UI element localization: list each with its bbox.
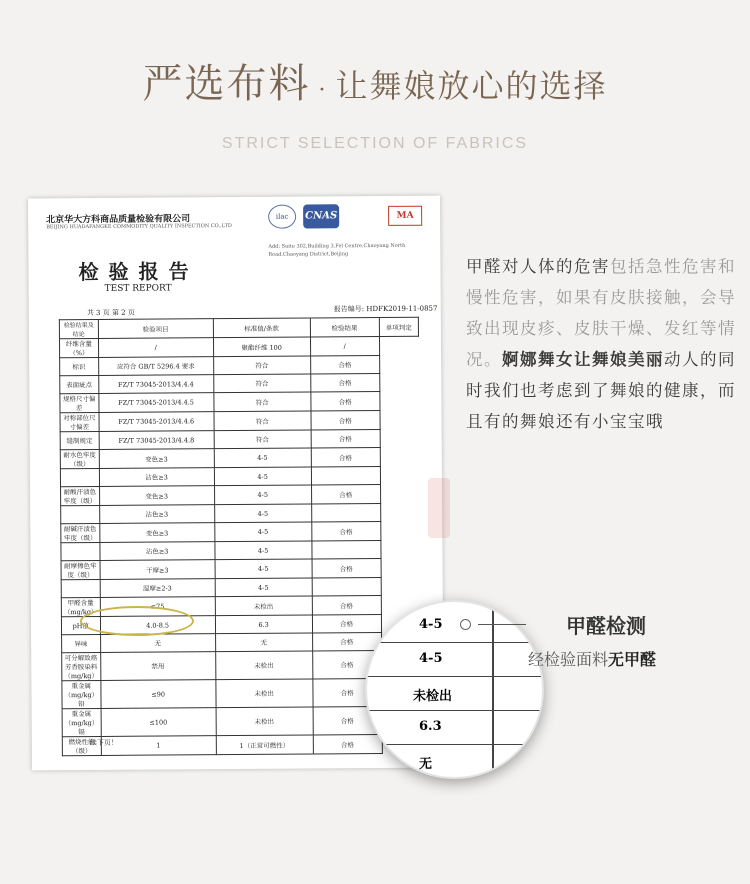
callout-sub-bold: 无甲醛 bbox=[608, 650, 657, 669]
table-cell: 4.0-8.5 bbox=[100, 616, 215, 635]
callout-line bbox=[478, 624, 526, 625]
table-cell: ≤75 bbox=[100, 597, 215, 617]
table-header-cell: 单项判定 bbox=[379, 317, 419, 336]
table-cell: 4-5 bbox=[215, 559, 312, 579]
table-cell: 符合 bbox=[214, 411, 311, 431]
table-cell: pH值 bbox=[61, 616, 100, 634]
lens-row bbox=[367, 676, 542, 711]
formaldehyde-highlight-ellipse bbox=[80, 606, 194, 636]
table-cell: 合格 bbox=[310, 373, 379, 391]
table-cell: 合格 bbox=[312, 614, 381, 632]
table-cell: 湿摩≥2-3 bbox=[100, 579, 215, 598]
table-row bbox=[60, 410, 419, 432]
title-separator: · bbox=[318, 78, 328, 103]
page-title bbox=[0, 52, 750, 109]
table-cell: 未检出 bbox=[216, 707, 313, 736]
report-page: 共 3 页 第 2 页 bbox=[86, 308, 135, 318]
table-cell: 异味 bbox=[62, 634, 101, 652]
report-title: 检验报告 bbox=[78, 259, 199, 285]
table-cell: 缝制规定 bbox=[60, 431, 99, 449]
report-title-en: TEST REPORT bbox=[104, 283, 172, 294]
table-cell: 合格 bbox=[313, 706, 382, 734]
desc-dark-text: 甲醛对人体的危害 bbox=[466, 257, 610, 276]
table-cell: 对称部位尺寸偏差 bbox=[60, 412, 99, 431]
table-cell: 聚酯纤维 100 bbox=[213, 337, 310, 357]
title-main: 严选布料 bbox=[142, 61, 311, 107]
desc-light-text: 包括急性危害和慢性危害，如果有皮肤接触，会导致出现皮疹、皮肤干燥、发红等情况。 bbox=[466, 257, 736, 369]
table-cell: 1 bbox=[101, 736, 216, 756]
report-footer: 续下页！ bbox=[89, 738, 118, 748]
table-cell: 耐水色牢度（级） bbox=[60, 449, 99, 468]
table-cell: 合格 bbox=[311, 484, 380, 503]
table-cell bbox=[60, 468, 99, 486]
table-cell: 未检出 bbox=[215, 651, 312, 680]
callout-sub-prefix: 经检验面料 bbox=[528, 650, 609, 669]
report-number: 报告编号: HDFK2019-11-0857 bbox=[333, 304, 438, 314]
table-cell: 4-5 bbox=[214, 467, 311, 486]
table-row bbox=[60, 391, 419, 413]
table-cell: 符合 bbox=[214, 430, 311, 449]
ma-logo: MA bbox=[388, 206, 422, 226]
table-cell: 4-5 bbox=[214, 522, 311, 542]
magnifier-lens bbox=[365, 600, 544, 779]
desc-dark-text-2: 动人的同时我们也考虑到了舞娘的健康，而且有的舞娘还有小宝宝哦 bbox=[466, 350, 736, 431]
page-subtitle: STRICT SELECTION OF FABRICS bbox=[221, 135, 529, 152]
table-cell: 变色≥3 bbox=[99, 486, 214, 506]
lens-row bbox=[367, 608, 542, 643]
desc-bold-text: 婀娜舞女让舞娘美丽 bbox=[502, 350, 664, 369]
table-cell: 重金属（mg/kg） 镉 bbox=[62, 708, 101, 736]
table-cell bbox=[311, 503, 380, 521]
table-row bbox=[61, 521, 420, 543]
table-cell bbox=[312, 540, 381, 558]
table-cell: 1（正常可燃性） bbox=[216, 735, 313, 755]
table-cell: / bbox=[98, 338, 213, 358]
table-cell bbox=[311, 466, 380, 484]
table-row bbox=[59, 336, 418, 358]
table-cell: 变色≥3 bbox=[99, 523, 214, 543]
table-cell: 干摩≥3 bbox=[100, 560, 215, 580]
lens-value: 6.3 bbox=[419, 719, 442, 734]
report-institution: 北京华大方科商品质量检验有限公司 bbox=[46, 214, 191, 226]
table-cell: FZ/T 73045-2013/4.4.6 bbox=[99, 412, 214, 432]
table-cell: FZ/T 73045-2013/4.4.4 bbox=[98, 375, 213, 394]
section-label-cell: 检验结果及结论 bbox=[59, 319, 98, 338]
table-header-cell: 标准值/条款 bbox=[213, 318, 310, 338]
table-cell: 4-5 bbox=[215, 578, 312, 597]
table-cell: 合格 bbox=[310, 355, 379, 373]
table-cell: 无 bbox=[100, 634, 215, 653]
lens-value: 4-5 bbox=[419, 617, 443, 632]
table-cell: 合格 bbox=[312, 650, 381, 678]
lens-value: 4-5 bbox=[419, 651, 443, 666]
table-cell: 耐碱汗渍色牢度（级） bbox=[61, 523, 100, 542]
table-header-cell: 检验结果 bbox=[310, 317, 379, 336]
table-cell: 耐酸汗渍色牢度（级） bbox=[61, 486, 100, 505]
table-cell: 符合 bbox=[213, 392, 310, 412]
table-cell: 合格 bbox=[311, 410, 380, 429]
table-cell: 可分解致癌芳香胺染料（mg/kg） bbox=[62, 652, 101, 680]
table-cell: 4-5 bbox=[214, 448, 311, 468]
lens-row bbox=[367, 744, 542, 778]
table-cell: 禁用 bbox=[100, 652, 215, 681]
table-cell: 标识 bbox=[60, 357, 99, 375]
table-cell: 合格 bbox=[311, 429, 380, 447]
table-cell: 合格 bbox=[310, 391, 379, 410]
table-cell: 合格 bbox=[312, 678, 381, 706]
table-cell: 合格 bbox=[312, 558, 381, 577]
callout-dot bbox=[460, 619, 471, 630]
table-cell: 4-5 bbox=[215, 541, 312, 560]
table-cell: 规格尺寸偏差 bbox=[60, 393, 99, 412]
table-cell: ≤90 bbox=[101, 680, 216, 709]
table-cell: 未检出 bbox=[215, 596, 312, 616]
report-institution-en: BEIJING HUADAFANGKE COMMODITY QUALITY INSPECTION CO.,LTD bbox=[46, 223, 232, 231]
table-cell: 重金属（mg/kg） 铅 bbox=[62, 680, 101, 708]
table-cell: 变色≥3 bbox=[99, 449, 214, 469]
table-cell: FZ/T 73045-2013/4.4.5 bbox=[98, 393, 213, 413]
table-cell: ≤100 bbox=[101, 708, 216, 737]
table-cell: 应符合 GB/T 5296.4 要求 bbox=[98, 357, 213, 376]
table-cell bbox=[61, 542, 100, 560]
red-stamp bbox=[428, 478, 450, 538]
lens-value: 未检出 bbox=[413, 689, 453, 704]
table-cell: 耐摩擦色牢度（级） bbox=[61, 560, 100, 579]
table-cell: 4-5 bbox=[214, 485, 311, 505]
formaldehyde-test-subtitle bbox=[528, 647, 656, 670]
table-cell: 合格 bbox=[312, 595, 381, 614]
table-row bbox=[61, 484, 420, 506]
table-row bbox=[61, 558, 420, 580]
table-cell: FZ/T 73045-2013/4.4.8 bbox=[99, 431, 214, 450]
description-paragraph bbox=[466, 251, 736, 437]
lens-row bbox=[367, 710, 542, 745]
table-header-row bbox=[59, 317, 418, 339]
lens-row bbox=[367, 642, 542, 677]
ilac-logo: ilac bbox=[268, 205, 296, 229]
table-cell: 燃烧性能（级） bbox=[62, 736, 101, 755]
table-cell: 沾色≥3 bbox=[100, 542, 215, 561]
table-cell: 4-5 bbox=[214, 504, 311, 523]
table-cell: 6.3 bbox=[215, 615, 312, 634]
lab-address: Add: Suite 302,Building 3,Fel Centre,Chaoyang North Road,Chaoyang District,Beijing bbox=[268, 242, 406, 258]
table-cell: 合格 bbox=[312, 632, 381, 650]
table-row bbox=[60, 447, 419, 469]
table-cell bbox=[312, 577, 381, 595]
table-cell: 甲醛含量（mg/kg） bbox=[61, 597, 100, 616]
table-cell: 未检出 bbox=[215, 679, 312, 708]
table-cell: 无 bbox=[215, 633, 312, 652]
table-cell: 沾色≥3 bbox=[99, 468, 214, 487]
cnas-logo: CNAS bbox=[303, 204, 339, 228]
formaldehyde-test-title: 甲醛检测 bbox=[566, 614, 646, 638]
table-cell bbox=[61, 505, 100, 523]
title-sub: 让舞娘放心的选择 bbox=[335, 67, 608, 105]
table-cell: 纤维含量（%） bbox=[59, 338, 98, 357]
table-cell bbox=[61, 579, 100, 597]
table-cell: 符合 bbox=[213, 356, 310, 375]
lens-value: 无 bbox=[419, 757, 433, 772]
table-cell: 合格 bbox=[311, 521, 380, 540]
table-cell: 表面疵点 bbox=[60, 375, 99, 393]
table-cell: 符合 bbox=[213, 374, 310, 393]
table-cell: 合格 bbox=[311, 447, 380, 466]
table-cell: 合格 bbox=[313, 734, 382, 753]
table-cell: 沾色≥3 bbox=[99, 505, 214, 524]
table-cell: / bbox=[310, 336, 379, 355]
table-header-cell: 检验项目 bbox=[98, 319, 213, 339]
